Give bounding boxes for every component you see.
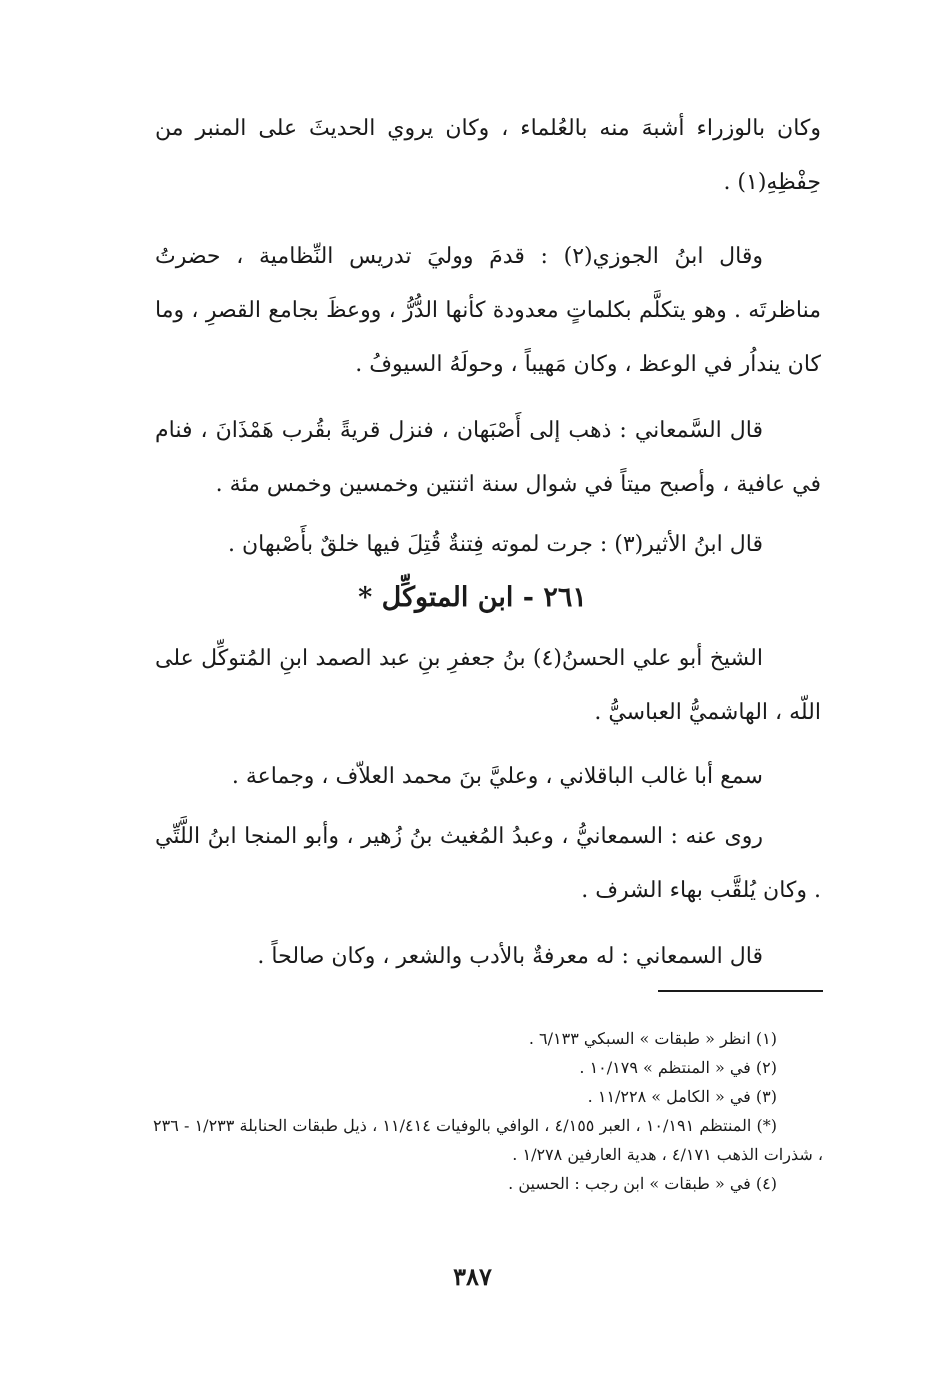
paragraph-4: قال ابنُ الأثير(٣) : جرت لموته فِتنةٌ قُتِلَ فيها خلقٌ بأَصْبهان . <box>227 532 763 557</box>
paragraph-8: قال السمعاني : له معرفةٌ بالأدب والشعر ، وكان صالحاً . <box>257 944 763 969</box>
footnotes <box>153 1024 823 1198</box>
paragraph-3: قال السَّمعاني : ذهب إلى أَصْبَهان ، فنزل قريةً بقُرب هَمْذَانَ ، فنام في عافية ، وأصبح ميتاً في شوال سنة اثنتين وخمسين وخمس مئة . <box>155 418 821 497</box>
entry-heading: ٢٦١ - ابن المتوكِّل * <box>358 582 587 613</box>
paragraph-1: وكان بالوزراء أشبهَ منه بالعُلماء ، وكان يروي الحديثَ على المنبر من حِفْظِهِ(١) . <box>155 116 821 195</box>
paragraph-6: سمع أبا غالب الباقلاني ، وعليَّ بنَ محمد العلاّف ، وجماعة . <box>231 764 763 789</box>
body-text-bottom <box>155 632 821 984</box>
footnote-4: (٤) في « طبقات » ابن رجب : الحسين . <box>508 1174 777 1193</box>
paragraph-5: الشيخ أبو علي الحسنُ(٤) بنُ جعفرِ بنِ عبد الصمد ابنِ المُتوكِّل على اللّه ، الهاشميُّ العباسيُّ . <box>155 646 821 725</box>
footnote-star: (*) المنتظم ١٠/١٩١ ، العبر ٤/١٥٥ ، الوافي بالوفيات ١١/٤١٤ ، ذيل طبقات الحنابلة ١/٢٣٣ - ٢٣٦ ، شذرات الذهب ٤/١٧١ ، هدية العارفين ١/٢٧٨ . <box>153 1116 823 1164</box>
paragraph-2: وقال ابنُ الجوزي(٢) : قدمَ ووليَ تدريس النِّظامية ، حضرتُ مناظرتَه . وهو يتكلَّم بكلماتٍ معدودة كأنها الدُّرُّ ، ووعظَ بجامع القصرِ ، وما كان ينداُر في الوعظ ، وكان مَهيباً ، وحولَهُ السيوفُ . <box>155 244 821 377</box>
footnote-divider <box>658 990 823 992</box>
page-number: ٣٨٧ <box>453 1262 492 1291</box>
body-text-top <box>155 102 821 572</box>
footnote-1: (١) انظر « طبقات » السبكي ٦/١٣٣ . <box>528 1029 777 1048</box>
paragraph-7: روى عنه : السمعانيُّ ، وعبدُ المُغيث بنُ زُهير ، وأبو المنجا ابنُ اللَّتِّي . وكان يُلقَّب بهاء الشرف . <box>155 824 821 903</box>
footnote-3: (٣) في « الكامل » ١١/٢٢٨ . <box>587 1087 777 1106</box>
footnote-2: (٢) في « المنتظم » ١٠/١٧٩ . <box>579 1058 777 1077</box>
